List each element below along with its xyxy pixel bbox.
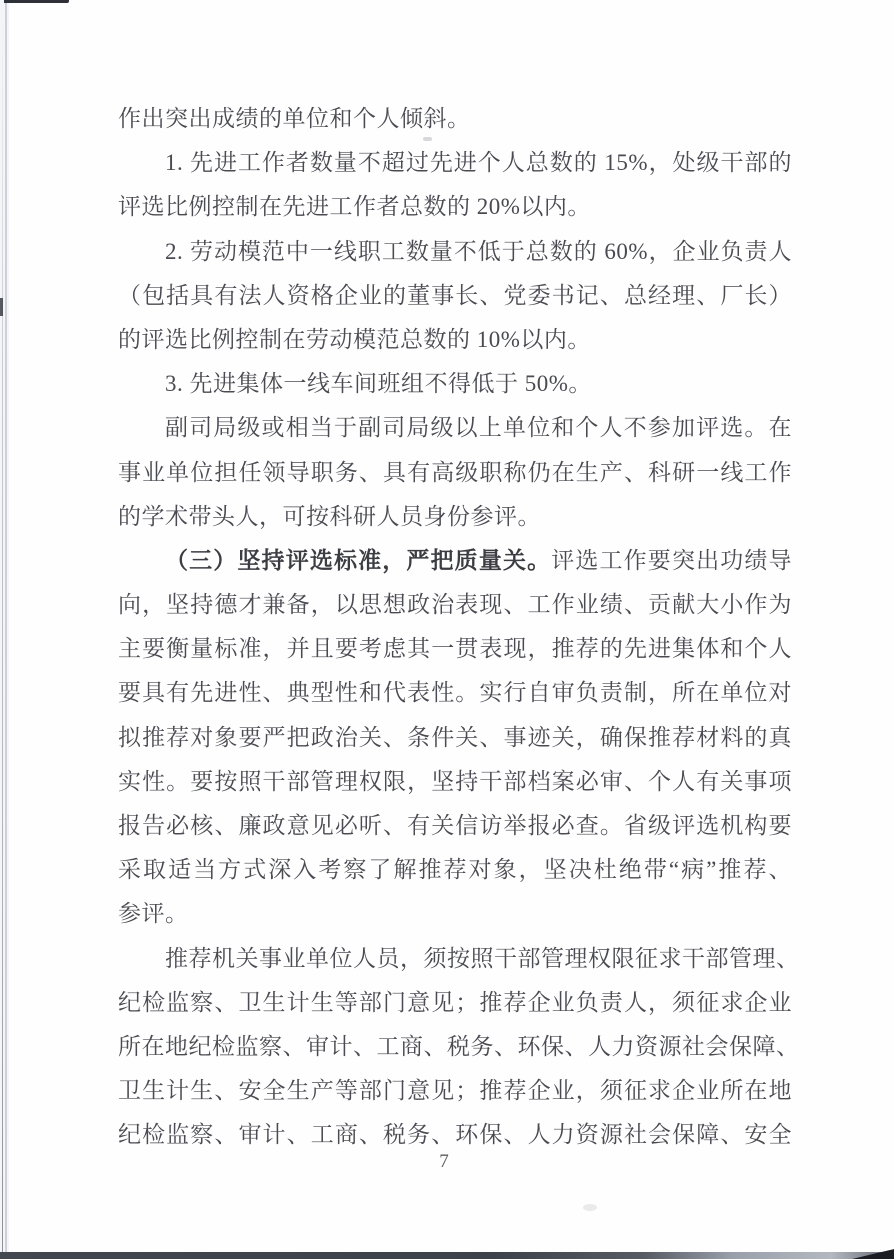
scan-edge-line-inner: [5, 0, 7, 1259]
text-line: 的评选比例控制在劳动模范总数的 10%以内。: [118, 326, 591, 352]
text-line: （包括具有法人资格企业的董事长、党委书记、总经理、厂长）: [118, 282, 792, 308]
text-line: 向，坚持德才兼备，以思想政治表现、工作业绩、贡献大小作为: [118, 592, 792, 618]
text-line: 1. 先进工作者数量不超过先进个人总数的 15%，处级干部的: [165, 150, 792, 176]
page-number: 7: [439, 1151, 449, 1172]
text-line: 的学术带头人，可按科研人员身份参评。: [118, 503, 541, 529]
text-line: 实性。要按照干部管理权限，坚持干部档案必审、个人有关事项: [118, 768, 792, 794]
text-line: （三）坚持评选标准，严把质量关。评选工作要突出功绩导: [165, 547, 793, 573]
text-line: 推荐机关事业单位人员，须按照干部管理权限征求干部管理、: [165, 945, 800, 971]
text-line: 副司局级或相当于副司局级以上单位和个人不参加评选。在: [165, 415, 792, 441]
text-line: 采取适当方式深入考察了解推荐对象，坚决杜绝带“病”推荐、: [118, 857, 792, 883]
document-text-block: [118, 97, 800, 1158]
scan-edge-line-outer: [2, 0, 3, 1259]
text-line: 主要衡量标准，并且要考虑其一贯表现，推荐的先进集体和个人: [118, 636, 792, 662]
text-line: 3. 先进集体一线车间班组不得低于 50%。: [165, 371, 592, 397]
scan-bottom-dark-band: [0, 1252, 894, 1259]
scan-top-left-black-bar: [4, 0, 69, 3]
text-line: 作出突出成绩的单位和个人倾斜。: [118, 106, 471, 131]
text-line: 要具有先进性、典型性和代表性。实行自审负责制，所在单位对: [118, 680, 792, 706]
text-line: 参评。: [118, 901, 189, 927]
text-line: 2. 劳动模范中一线职工数量不低于总数的 60%，企业负责人: [165, 238, 792, 264]
text-line: 卫生计生、安全生产等部门意见；推荐企业，须征求企业所在地: [118, 1078, 792, 1104]
text-line: 纪检监察、审计、工商、税务、环保、人力资源社会保障、安全: [118, 1122, 792, 1148]
scan-speck: [583, 1204, 597, 1211]
text-line: 拟推荐对象要严把政治关、条件关、事迹关，确保推荐材料的真: [118, 724, 792, 750]
section-heading-bold: （三）坚持评选标准，严把质量关。: [165, 547, 552, 573]
text-line: 报告必核、廉政意见必听、有关信访举报必查。省级评选机构要: [118, 813, 792, 838]
scan-edge-dark-segment: [0, 298, 3, 316]
text-line: 纪检监察、卫生计生等部门意见；推荐企业负责人，须征求企业: [118, 989, 792, 1015]
text-line: 事业单位担任领导职务、具有高级职称仍在生产、科研一线工作: [118, 459, 792, 485]
text-line: 所在地纪检监察、审计、工商、税务、环保、人力资源社会保障、: [118, 1033, 800, 1059]
text-line: 评选比例控制在先进工作者总数的 20%以内。: [118, 194, 591, 220]
